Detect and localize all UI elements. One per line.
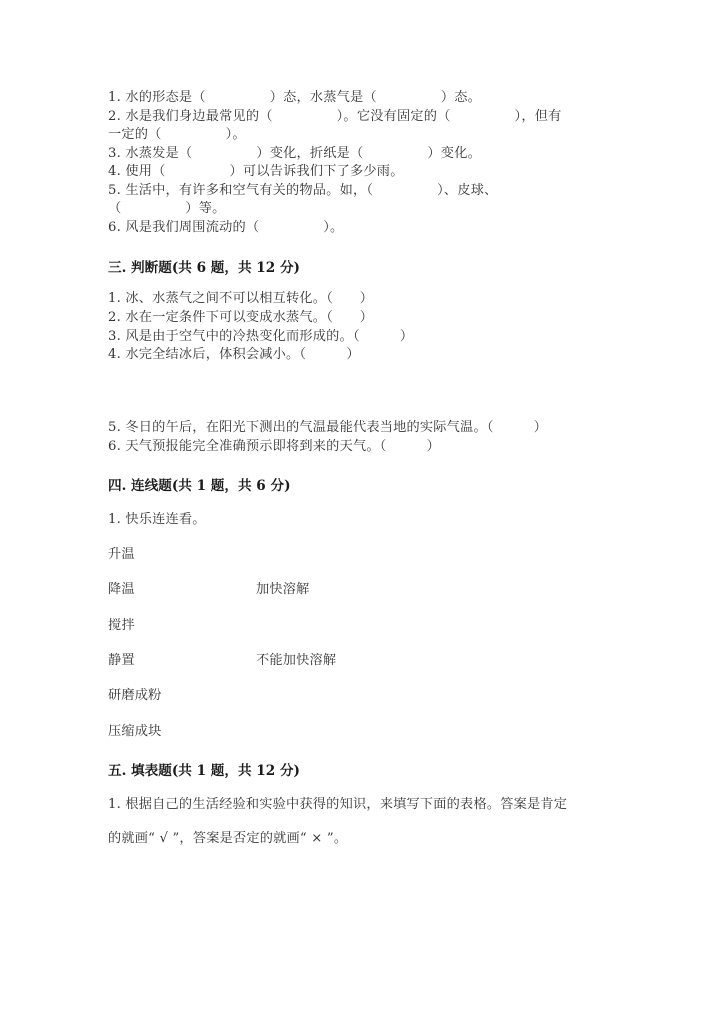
text: ）态，水蒸气是（ [269, 90, 377, 105]
fill-blank-item-2 [108, 107, 561, 126]
text: ）。它没有固定的（ [336, 109, 451, 124]
text: 3. 水蒸发是（ [108, 146, 193, 161]
text: （ [108, 201, 122, 216]
text: ）等。 [185, 201, 226, 216]
matching-left-item[interactable]: 研磨成粉 [108, 688, 162, 703]
matching-left-item[interactable]: 压缩成块 [108, 724, 162, 739]
matching-left-item[interactable]: 静置 [108, 653, 135, 668]
judge-item-4: 4. 水完全结冰后，体积会减小。（ ） [108, 347, 360, 362]
judge-item-6: 6. 天气预报能完全准确预示即将到来的天气。（ ） [108, 439, 441, 454]
fill-blank-item-1 [108, 88, 481, 107]
fill-blank-item-6 [108, 218, 343, 237]
fill-blank-item-4 [108, 162, 404, 181]
matching-left-item[interactable]: 降温 [108, 582, 135, 597]
text: 5. 生活中，有许多和空气有关的物品。如，（ [108, 183, 374, 198]
text: ）态。 [440, 90, 481, 105]
text: 2. 水是我们身边最常见的（ [108, 109, 273, 124]
matching-left-item[interactable]: 升温 [108, 547, 135, 562]
judge-item-5: 5. 冬日的午后，在阳光下测出的气温最能代表当地的实际气温。（ ） [108, 420, 548, 435]
text: ）变化。 [427, 146, 481, 161]
text: ），但有 [514, 109, 562, 124]
matching-question: 1. 快乐连连看。 [108, 512, 206, 527]
judge-item-1: 1. 冰、水蒸气之间不可以相互转化。（ ） [108, 291, 374, 306]
matching-right-item[interactable]: 加快溶解 [256, 582, 310, 597]
judge-item-3: 3. 风是由于空气中的冷热变化而形成的。（ ） [108, 329, 414, 344]
text: ）变化，折纸是（ [256, 146, 364, 161]
section-5-heading: 五. 填表题(共 1 题，共 12 分) [108, 763, 300, 779]
text: 4. 使用（ [108, 164, 166, 179]
judge-item-2: 2. 水在一定条件下可以变成水蒸气。（ ） [108, 310, 374, 325]
matching-left-item[interactable]: 搅拌 [108, 618, 135, 633]
text: ）、皮球、 [437, 183, 498, 198]
table-question-line-1: 1. 根据自己的生活经验和实验中获得的知识，来填写下面的表格。答案是肯定 [108, 797, 568, 812]
fill-blank-item-5 [108, 181, 497, 200]
fill-blank-item-5-cont [108, 199, 226, 218]
text: 6. 风是我们周围流动的（ [108, 220, 260, 235]
fill-blank-item-3 [108, 144, 481, 163]
section-4-heading: 四. 连线题(共 1 题，共 6 分) [108, 478, 291, 494]
text: 1. 水的形态是（ [108, 90, 206, 105]
text: ）可以告诉我们下了多少雨。 [229, 164, 404, 179]
text: ）。 [323, 220, 344, 235]
table-question-line-2: 的就画“ √ ”，答案是否定的就画“ × ”。 [108, 831, 348, 846]
fill-blank-item-2-cont [108, 125, 246, 144]
text: ）。 [225, 127, 246, 142]
section-3-heading: 三. 判断题(共 6 题，共 12 分) [108, 260, 300, 276]
text: 一定的（ [108, 127, 162, 142]
matching-right-item[interactable]: 不能加快溶解 [256, 653, 337, 668]
